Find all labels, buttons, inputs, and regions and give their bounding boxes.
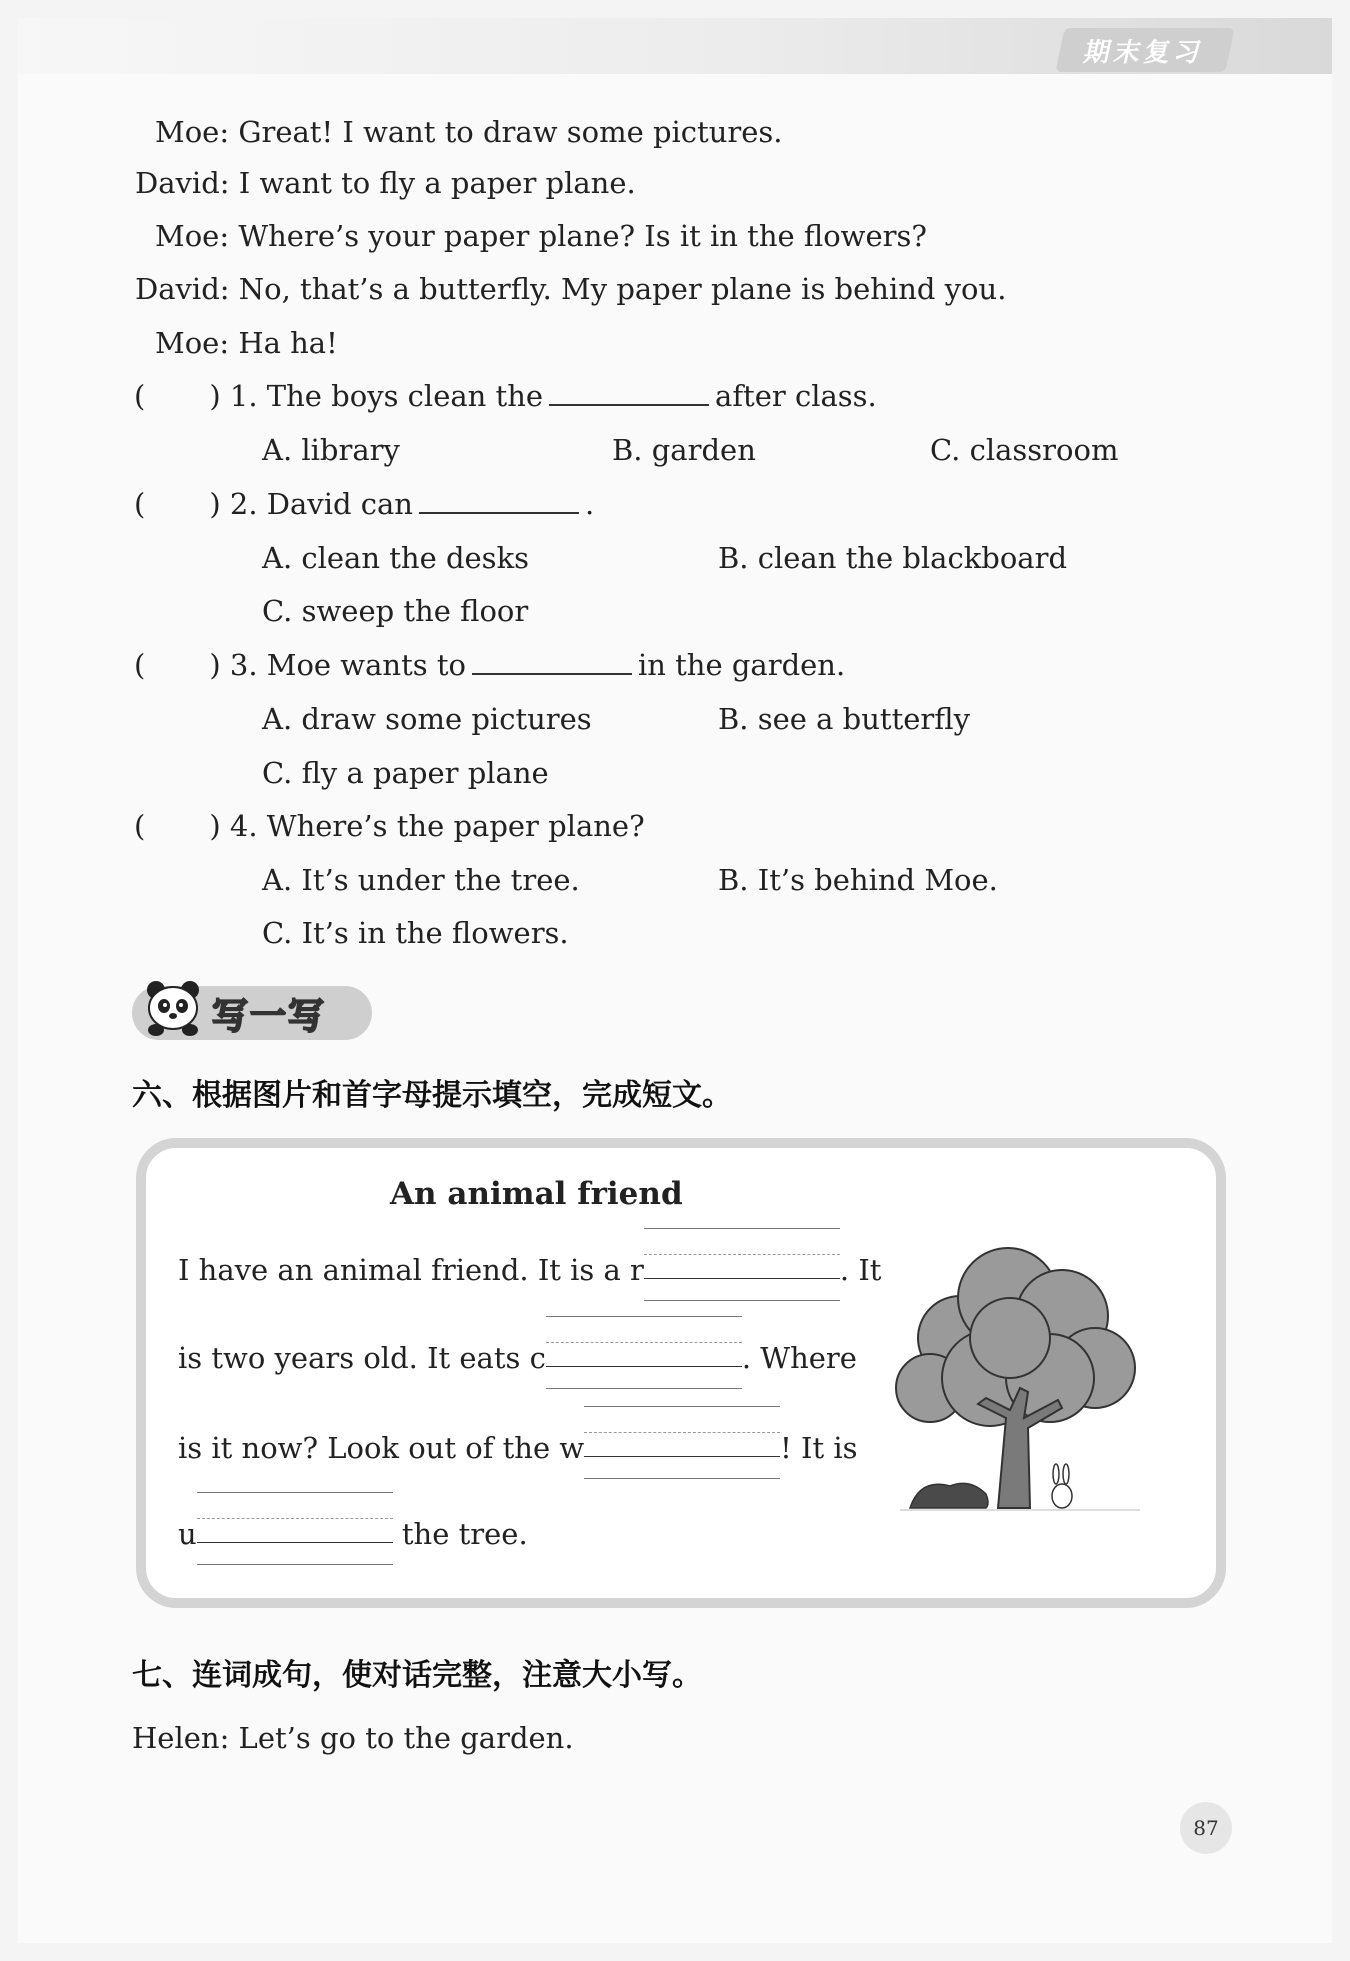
section-title: 写一写 <box>212 996 327 1037</box>
question-text: David can <box>266 487 413 521</box>
story-line-3 <box>178 1428 858 1465</box>
tree-illustration <box>890 1228 1150 1518</box>
story-text: u <box>178 1517 197 1551</box>
dialogue-text: Ha ha! <box>238 326 338 360</box>
story-line-1 <box>178 1250 881 1287</box>
question-text: Moe wants to <box>266 648 466 682</box>
option-a[interactable]: A. library <box>262 433 400 467</box>
speaker: David: <box>135 166 230 200</box>
write-blank[interactable] <box>584 1428 780 1458</box>
dialogue-line <box>135 271 1006 307</box>
question-2 <box>134 486 594 522</box>
section7-heading: 七、连词成句，使对话完整，注意大小写。 <box>132 1658 702 1693</box>
write-blank[interactable] <box>546 1338 742 1368</box>
dialogue-line <box>135 165 636 201</box>
write-blank[interactable] <box>644 1250 840 1280</box>
fill-blank[interactable] <box>549 378 709 406</box>
answer-paren-close: ) <box>209 809 221 843</box>
question-number: 4. <box>229 809 258 843</box>
write-blank[interactable] <box>197 1514 393 1544</box>
speaker: Moe: <box>155 219 230 253</box>
answer-paren-close: ) <box>209 648 221 682</box>
story-line-2 <box>178 1338 857 1375</box>
story-text: I have an animal friend. It is a r <box>178 1253 644 1287</box>
page-number: 87 <box>1180 1802 1232 1854</box>
story-text: the tree. <box>392 1517 528 1551</box>
option-c[interactable]: C. sweep the floor <box>262 594 529 628</box>
dialogue-text: No, that’s a butterfly. My paper plane is behind you. <box>238 272 1007 306</box>
question-number: 1. <box>229 379 258 413</box>
answer-paren-close: ) <box>209 379 221 413</box>
option-c[interactable]: C. classroom <box>930 433 1119 467</box>
option-b[interactable]: B. It’s behind Moe. <box>718 863 998 897</box>
story-title: An animal friend <box>390 1176 683 1212</box>
question-number: 3. <box>229 648 258 682</box>
answer-paren-open: ( <box>134 379 146 413</box>
option-c[interactable]: C. fly a paper plane <box>262 756 549 790</box>
fill-blank[interactable] <box>419 486 579 514</box>
option-b[interactable]: B. see a butterfly <box>718 702 970 736</box>
fill-blank[interactable] <box>472 647 632 675</box>
question-text: . <box>584 487 595 521</box>
speaker: David: <box>135 272 230 306</box>
story-text: . It <box>839 1253 882 1287</box>
option-a[interactable]: A. draw some pictures <box>262 702 592 736</box>
option-a[interactable]: A. clean the desks <box>262 541 530 575</box>
answer-paren-open: ( <box>134 809 146 843</box>
rabbit-icon <box>1052 1464 1072 1508</box>
helen-line: Helen: Let’s go to the garden. <box>132 1721 574 1755</box>
story-text: ! It is <box>780 1431 858 1465</box>
story-line-4 <box>178 1514 528 1551</box>
question-number: 2. <box>229 487 258 521</box>
speaker: Moe: <box>155 115 230 149</box>
story-text: is it now? Look out of the w <box>178 1431 585 1465</box>
dialogue-text: I want to fly a paper plane. <box>238 166 636 200</box>
panda-icon <box>142 978 204 1038</box>
answer-paren-open: ( <box>134 648 146 682</box>
question-text: Where’s the paper plane? <box>266 809 645 843</box>
dialogue-line <box>155 218 927 254</box>
option-a[interactable]: A. It’s under the tree. <box>262 863 580 897</box>
dialogue-line <box>155 114 783 150</box>
dialogue-text: Where’s your paper plane? Is it in the flowers? <box>238 219 927 253</box>
speaker: Moe: <box>155 326 230 360</box>
question-1 <box>134 378 877 414</box>
story-text: is two years old. It eats c <box>178 1341 546 1375</box>
dialogue-line <box>155 325 338 361</box>
question-4 <box>134 808 645 844</box>
question-text: The boys clean the <box>266 379 544 413</box>
section6-heading: 六、根据图片和首字母提示填空，完成短文。 <box>132 1078 732 1113</box>
header-tab: 期末复习 <box>1055 28 1234 72</box>
option-c[interactable]: C. It’s in the flowers. <box>262 916 569 950</box>
question-3 <box>134 647 845 683</box>
story-text: . Where <box>741 1341 857 1375</box>
question-text: after class. <box>715 379 877 413</box>
question-text: in the garden. <box>637 648 846 682</box>
option-b[interactable]: B. clean the blackboard <box>718 541 1068 575</box>
option-b[interactable]: B. garden <box>612 433 756 467</box>
answer-paren-close: ) <box>209 487 221 521</box>
dialogue-text: Great! I want to draw some pictures. <box>238 115 783 149</box>
answer-paren-open: ( <box>134 487 146 521</box>
